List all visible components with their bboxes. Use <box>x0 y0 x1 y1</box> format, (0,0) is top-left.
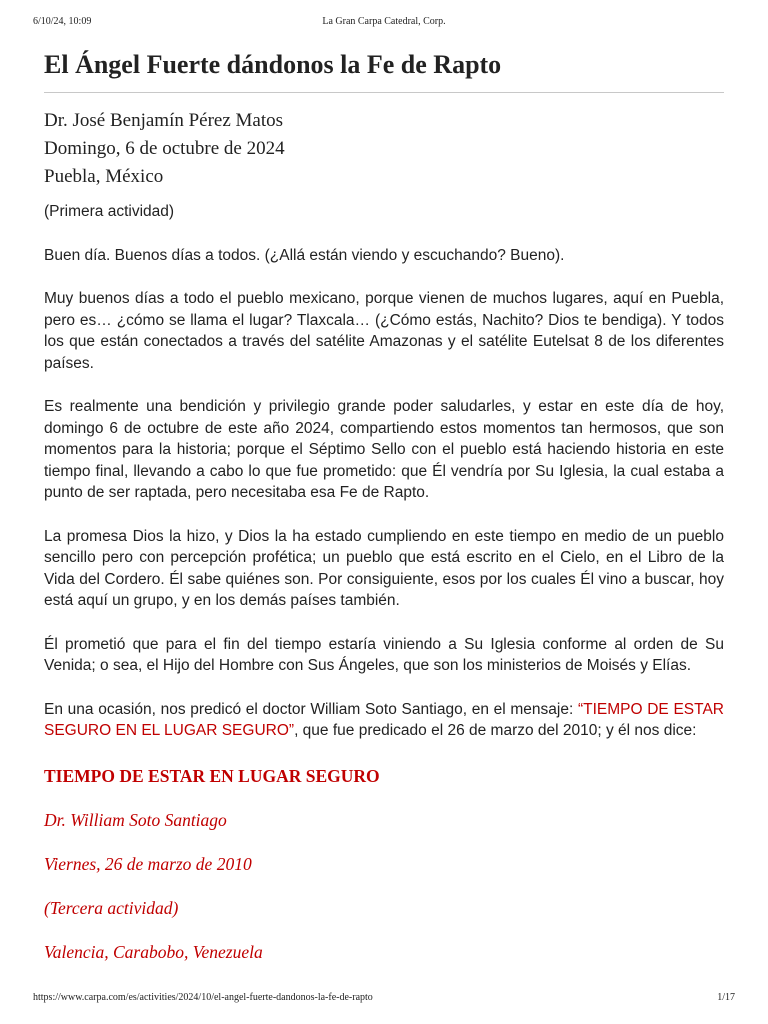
document-content <box>44 48 724 984</box>
message-title-link[interactable]: “TIEMPO DE ESTAR SEGURO EN EL LUGAR SEGURO” <box>44 700 724 739</box>
paragraph-activity: (Primera actividad) <box>44 203 175 220</box>
document-date: Domingo, 6 de octubre de 2024 <box>44 138 285 159</box>
paragraph-reference <box>44 699 724 742</box>
quote-title: TIEMPO DE ESTAR EN LUGAR SEGURO <box>44 765 380 786</box>
document-author: Dr. José Benjamín Pérez Matos <box>44 110 284 131</box>
print-datetime: 6/10/24, 10:09 <box>33 16 92 27</box>
paragraph: Es realmente una bendición y privilegio grande poder saludarles, y estar en este día de hoy, domingo 6 de octubre de este año 2024, compartiendo estos momentos tan hermosos, que son momentos para la historia; porque el Séptimo Sello con el pueblo está haciendo historia en este tiempo final, llevando a cabo lo que fue prometido: que Él vendría por Su Iglesia, la cual estaba a punto de ser raptada, pero necesitaba esa Fe de Rapto. <box>44 398 724 501</box>
quote-author: Dr. William Soto Santiago <box>44 809 227 830</box>
print-site-title: La Gran Carpa Catedral, Corp. <box>322 16 446 27</box>
quote-location: Valencia, Carabobo, Venezuela <box>44 941 263 962</box>
paragraph: Muy buenos días a todo el pueblo mexicano, porque vienen de muchos lugares, aquí en Puebla, pero es… ¿cómo se llama el lugar? Tlaxcala… (¿Cómo estás, Nachito? Dios te bendiga). Y todos los que están conectados a través del satélite Amazonas y el satélite Eutelsat 8 de los diferentes países. <box>44 290 724 372</box>
page-title: El Ángel Fuerte dándonos la Fe de Rapto <box>44 48 724 93</box>
print-header <box>33 16 735 30</box>
paragraph: Buen día. Buenos días a todos. (¿Allá están viendo y escuchando? Bueno). <box>44 246 565 264</box>
print-url: https://www.carpa.com/es/activities/2024/10/el-angel-fuerte-dandonos-la-fe-de-rapto <box>33 992 373 1003</box>
document-meta <box>44 107 724 191</box>
quote-block <box>44 764 724 964</box>
paragraph: Él prometió que para el fin del tiempo estaría viniendo a Su Iglesia conforme al orden de Su Venida; o sea, el Hijo del Hombre con Sus Ángeles, que son los ministerios de Moisés y Elías. <box>44 635 724 674</box>
quote-activity: (Tercera actividad) <box>44 897 179 918</box>
quote-date: Viernes, 26 de marzo de 2010 <box>44 853 252 874</box>
document-body <box>44 201 724 742</box>
paragraph: La promesa Dios la hizo, y Dios la ha estado cumpliendo en este tiempo en medio de un pueblo sencillo pero con percepción profética; un pueblo que está escrito en el Cielo, en el Libro de la Vida del Cordero. Él sabe quiénes son. Por consiguiente, esos por los cuales Él vino a buscar, hoy está aquí un grupo, y en los demás países también. <box>44 527 724 609</box>
document-location: Puebla, México <box>44 166 164 187</box>
page-number: 1/17 <box>717 992 735 1003</box>
reference-text-before: En una ocasión, nos predicó el doctor William Soto Santiago, en el mensaje: <box>44 700 578 718</box>
print-footer <box>33 992 735 1006</box>
reference-text-after: , que fue predicado el 26 de marzo del 2010; y él nos dice: <box>294 722 697 739</box>
